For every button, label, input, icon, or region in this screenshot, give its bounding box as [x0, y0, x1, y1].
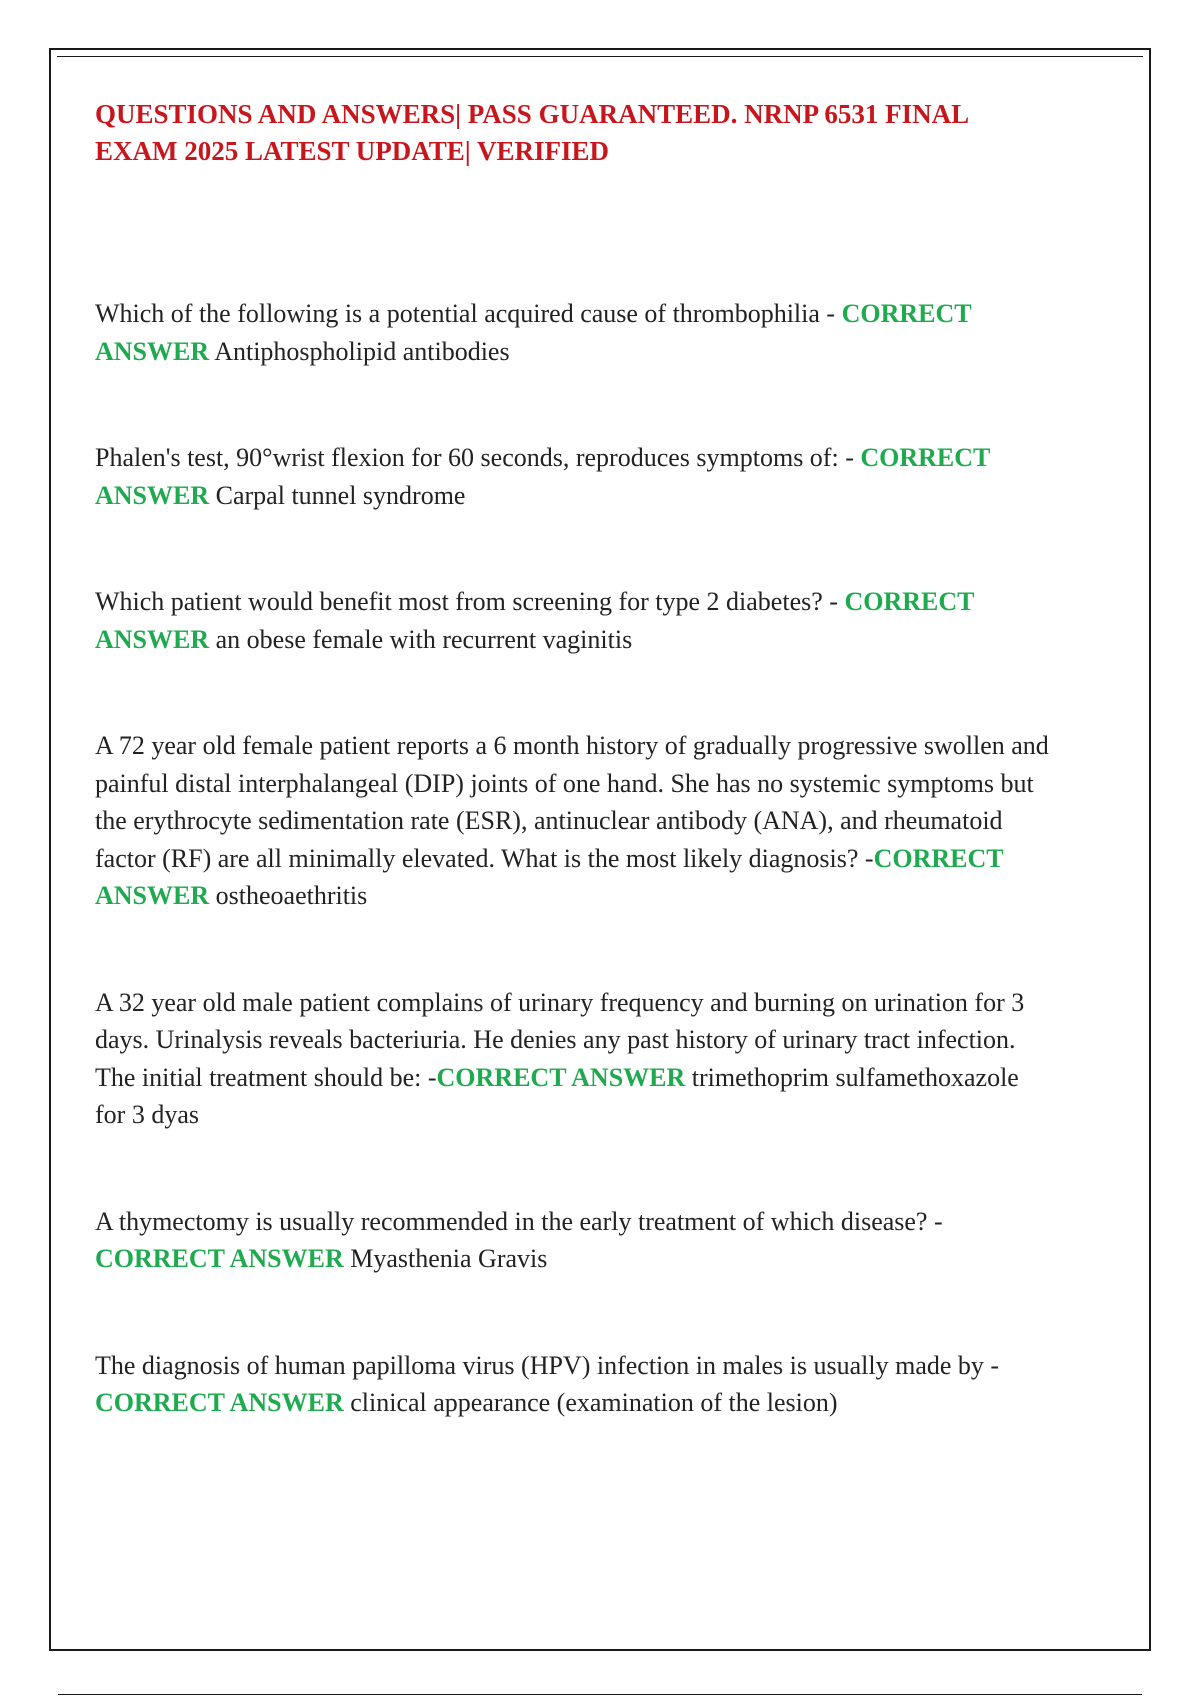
- correct-answer-label: CORRECT ANSWER: [436, 1062, 686, 1092]
- correct-answer-label: CORRECT ANSWER: [95, 1244, 344, 1273]
- question-text: A thymectomy is usually recommended in the early treatment of which disease? -: [95, 1206, 943, 1236]
- correct-answer-label: CORRECT ANSWER: [95, 587, 974, 654]
- question-text: A 72 year old female patient reports a 6 month history of gradually progressive swollen and painful distal interphalangeal (DIP) joints of one hand. She has no systemic symptoms but the erythrocyte sedimentation rate (ESR), antinuclear antibody (ANA), and rheumatoid factor (RF) are all minimally elevated. What is the most likely diagnosis? -: [95, 731, 1049, 873]
- answer-text: Carpal tunnel syndrome: [209, 480, 466, 510]
- top-rule-line: [57, 56, 1143, 57]
- answer-text: trimethoprim sulfamethoxazole for 3 dyas: [95, 1062, 1019, 1129]
- qa-list: [95, 295, 1055, 1422]
- question-text: A 32 year old male patient complains of urinary frequency and burning on urination for 3 days. Urinalysis reveals bacteriuria. He denies any past history of urinary tract infection. The initial treatment should be: -: [95, 987, 1025, 1092]
- qa-item-6: [95, 1203, 1055, 1278]
- correct-answer-label: CORRECT ANSWER: [95, 1388, 344, 1417]
- qa-item-4: [95, 727, 1055, 915]
- answer-text: Myasthenia Gravis: [343, 1244, 548, 1273]
- answer-text: Antiphospholipid antibodies: [209, 336, 510, 366]
- question-text: Which patient would benefit most from screening for type 2 diabetes? -: [95, 587, 845, 616]
- bottom-rule-line: [58, 1694, 1142, 1695]
- question-text: Which of the following is a potential acquired cause of thrombophilia -: [95, 299, 842, 328]
- answer-text: clinical appearance (examination of the lesion): [343, 1388, 838, 1417]
- correct-answer-label: CORRECT ANSWER: [95, 299, 972, 366]
- qa-item-2: [95, 439, 1055, 514]
- answer-text: an obese female with recurrent vaginitis: [209, 624, 633, 654]
- correct-answer-label: CORRECT ANSWER: [95, 443, 990, 510]
- document-title: QUESTIONS AND ANSWERS| PASS GUARANTEED. NRNP 6531 FINAL EXAM 2025 LATEST UPDATE| VERIFIED: [95, 99, 968, 166]
- qa-item-3: [95, 583, 1055, 658]
- correct-answer-label: CORRECT ANSWER: [95, 843, 1004, 910]
- qa-item-5: [95, 984, 1055, 1134]
- answer-text: ostheoaethritis: [209, 881, 368, 910]
- question-text: The diagnosis of human papilloma virus (HPV) infection in males is usually made by -: [95, 1350, 1000, 1380]
- qa-item-7: [95, 1347, 1055, 1422]
- qa-item-1: [95, 295, 1055, 370]
- question-text: Phalen's test, 90°wrist flexion for 60 seconds, reproduces symptoms of: -: [95, 443, 861, 472]
